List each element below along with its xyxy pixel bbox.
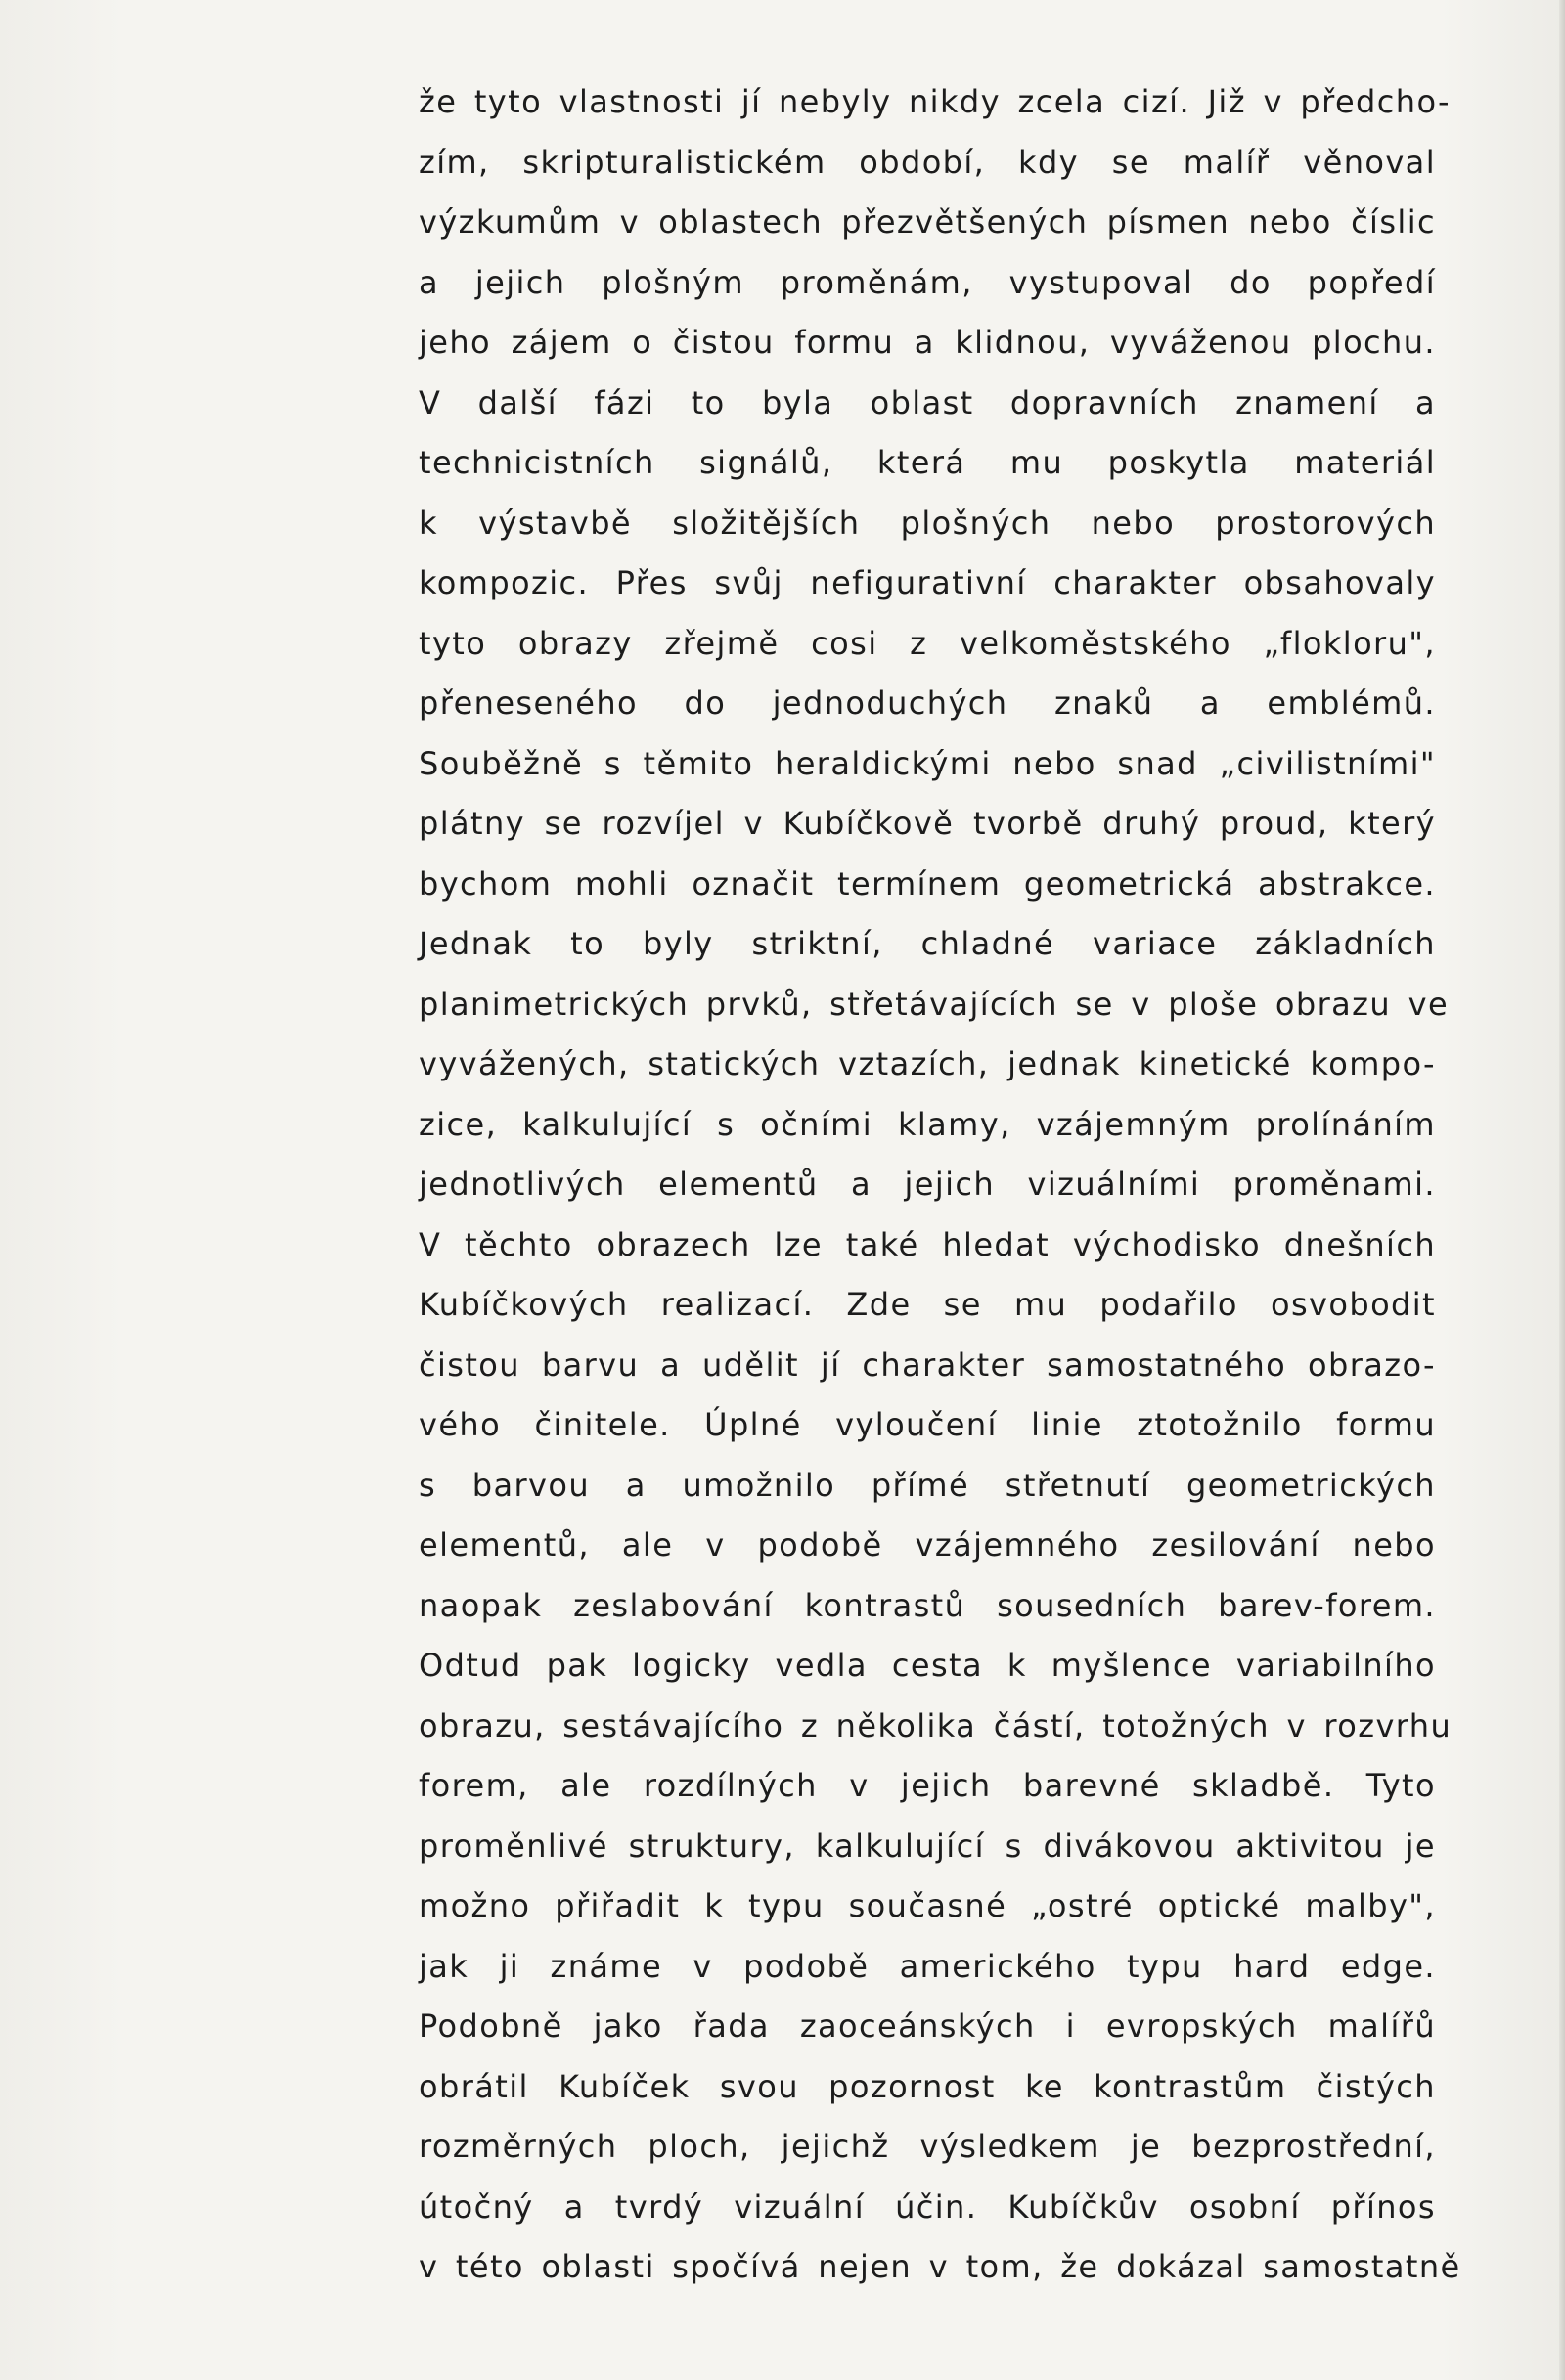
- text-line: jednotlivých elementů a jejich vizuálními proměnami.: [419, 1166, 1436, 1203]
- text-line: a jejich plošným proměnám, vystupoval do popředí: [419, 263, 1436, 301]
- text-line: Podobně jako řada zaoceánských i evropských malířů: [419, 2007, 1436, 2045]
- text-line: jak ji známe v podobě amerického typu hard edge.: [419, 1947, 1436, 1985]
- text-line: v této oblasti spočívá nejen v tom, že dokázal samostatně: [419, 2248, 1461, 2285]
- text-line: V další fázi to byla oblast dopravních znamení a: [419, 383, 1436, 421]
- text-line: elementů, ale v podobě vzájemného zesilování nebo: [419, 1526, 1436, 1564]
- text-line: přeneseného do jednoduchých znaků a emblémů.: [419, 684, 1436, 722]
- text-line: Jednak to byly striktní, chladné variace základních: [419, 925, 1436, 962]
- text-line: možno přiřadit k typu současné „ostré optické malby",: [419, 1887, 1436, 1924]
- text-line: technicistních signálů, která mu poskytla materiál: [419, 444, 1436, 481]
- body-text: [419, 72, 1461, 2298]
- text-line: čistou barvu a udělit jí charakter samostatného obrazo-: [419, 1345, 1436, 1384]
- text-line: forem, ale rozdílných v jejich barevné skladbě. Tyto: [419, 1767, 1436, 1804]
- text-line: rozměrných ploch, jejichž výsledkem je bezprostřední,: [419, 2128, 1436, 2165]
- text-line: útočný a tvrdý vizuální účin. Kubíčkův osobní přínos: [419, 2187, 1436, 2226]
- text-line: kompozic. Přes svůj nefigurativní charakter obsahovaly: [419, 564, 1436, 601]
- text-line: plátny se rozvíjel v Kubíčkově tvorbě druhý proud, který: [419, 805, 1436, 842]
- text-line: bychom mohli označit termínem geometrická abstrakce.: [419, 864, 1436, 903]
- text-line: jeho zájem o čistou formu a klidnou, vyváženou plochu.: [419, 324, 1436, 361]
- text-line: obrátil Kubíček svou pozornost ke kontrastům čistých: [419, 2067, 1436, 2105]
- text-line: že tyto vlastnosti jí nebyly nikdy zcela cizí. Již v předcho-: [419, 83, 1451, 120]
- page-edge-shadow: [1559, 0, 1565, 2380]
- text-line: planimetrických prvků, střetávajících se v ploše obrazu ve: [419, 985, 1450, 1023]
- text-line: k výstavbě složitějších plošných nebo prostorových: [419, 504, 1436, 542]
- text-line: s barvou a umožnilo přímé střetnutí geometrických: [419, 1466, 1436, 1504]
- text-line: výzkumům v oblastech přezvětšených písmen nebo číslic: [419, 203, 1436, 241]
- text-line: Kubíčkových realizací. Zde se mu podařilo osvobodit: [419, 1286, 1436, 1323]
- text-line: Souběžně s těmito heraldickými nebo snad „civilistními": [419, 744, 1436, 782]
- text-line: Odtud pak logicky vedla cesta k myšlence variabilního: [419, 1647, 1436, 1684]
- text-line: vyvážených, statických vztazích, jednak kinetické kompo-: [419, 1045, 1436, 1082]
- text-line: vého činitele. Úplné vyloučení linie ztotožnilo formu: [419, 1406, 1436, 1443]
- text-line: zím, skripturalistickém období, kdy se malíř věnoval: [419, 143, 1436, 181]
- text-line: obrazu, sestávajícího z několika částí, totožných v rozvrhu: [419, 1706, 1453, 1744]
- text-line: V těchto obrazech lze také hledat východisko dnešních: [419, 1225, 1436, 1263]
- text-line: zice, kalkulující s očními klamy, vzájemným prolínáním: [419, 1105, 1436, 1143]
- text-line: proměnlivé struktury, kalkulující s divákovou aktivitou je: [419, 1827, 1436, 1865]
- text-line: naopak zeslabování kontrastů sousedních barev-forem.: [419, 1586, 1436, 1624]
- text-line: tyto obrazy zřejmě cosi z velkoměstského „flokloru",: [419, 624, 1436, 662]
